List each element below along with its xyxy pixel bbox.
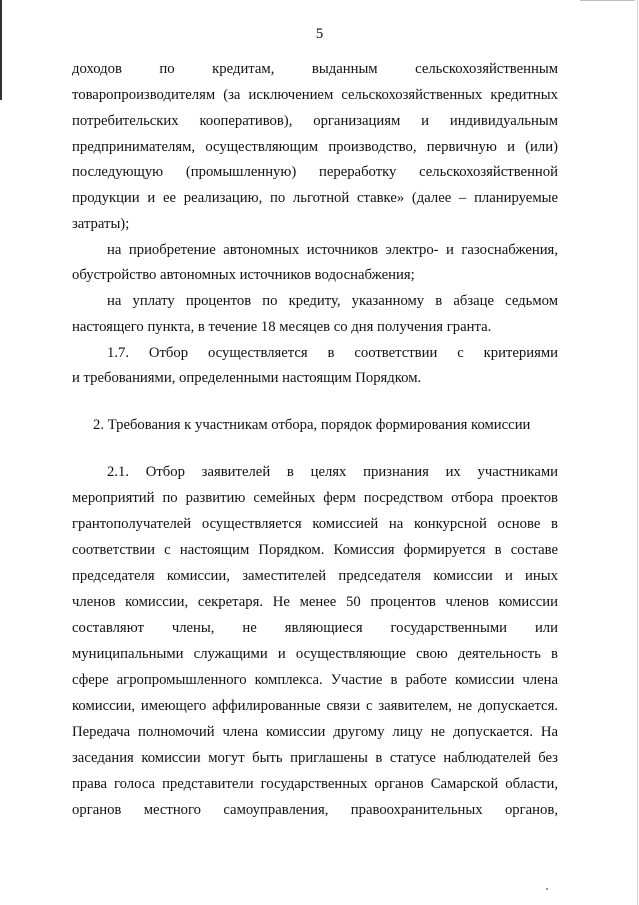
page-number: 5 — [315, 26, 324, 42]
text-line: затраты); — [72, 216, 130, 232]
text-line: на уплату процентов по кредиту, указанному в абзаце седьмом — [107, 293, 558, 309]
text-line: органов местного самоуправления, правоохранительных органов, — [72, 802, 558, 818]
text-line: товаропроизводителям (за исключением сельскохозяйственных кредитных — [72, 87, 558, 103]
text-line: продукции и ее реализацию, по льготной ставке» (далее – планируемые — [72, 190, 558, 206]
scan-edge-top — [580, 0, 635, 1]
section-heading: 2. Требования к участникам отбора, порядок формирования комиссии — [93, 417, 531, 433]
text-line: комиссии, имеющего аффилированные связи с заявителем, не допускается. — [72, 698, 558, 714]
text-line: членов комиссии, секретаря. Не менее 50 процентов членов комиссии — [72, 594, 558, 610]
scan-speck — [546, 888, 548, 890]
text-line: потребительских кооперативов), организациям и индивидуальным — [72, 113, 558, 129]
scan-edge-left — [0, 0, 2, 100]
text-line: настоящего пункта, в течение 18 месяцев со дня получения гранта. — [72, 319, 492, 335]
text-line: сфере агропромышленного комплекса. Участие в работе комиссии члена — [72, 672, 558, 688]
text-line: 2.1. Отбор заявителей в целях признания их участниками — [107, 464, 558, 480]
text-line: составляют члены, не являющиеся государственными или — [72, 620, 558, 636]
text-line: муниципальными служащими и осуществляющие свою деятельность в — [72, 646, 558, 662]
text-line: председателя комиссии, заместителей председателя комиссии и иных — [72, 568, 558, 584]
text-line: грантополучателей осуществляется комиссией на конкурсной основе в — [72, 516, 558, 532]
text-line: права голоса представители государственных органов Самарской области, — [72, 776, 558, 792]
text-line: заседания комиссии могут быть приглашены в статусе наблюдателей без — [72, 750, 558, 766]
text-line: последующую (промышленную) переработку сельскохозяйственной — [72, 164, 558, 180]
text-line: предпринимателям, осуществляющим производство, первичную и (или) — [72, 139, 558, 155]
text-line: 1.7. Отбор осуществляется в соответствии с критериями — [107, 345, 558, 361]
text-line: на приобретение автономных источников электро- и газоснабжения, — [107, 242, 558, 258]
text-line: мероприятий по развитию семейных ферм посредством отбора проектов — [72, 490, 558, 506]
text-line: соответствии с настоящим Порядком. Комиссия формируется в составе — [72, 542, 558, 558]
text-line: и требованиями, определенными настоящим Порядком. — [72, 370, 422, 386]
scan-edge-right — [637, 0, 638, 905]
text-line: доходов по кредитам, выданным сельскохозяйственным — [72, 61, 558, 77]
text-line: обустройство автономных источников водоснабжения; — [72, 267, 415, 283]
text-line: Передача полномочий члена комиссии другому лицу не допускается. На — [72, 724, 558, 740]
